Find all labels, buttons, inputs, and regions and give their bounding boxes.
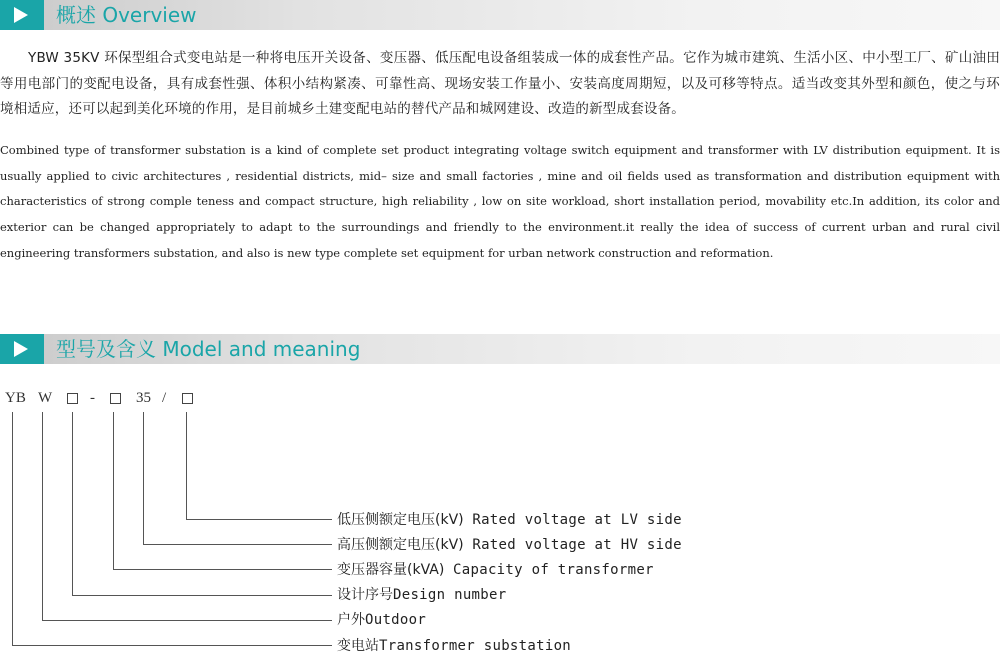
overview-chinese-paragraph: YBW 35KV 环保型组合式变电站是一种将电压开关设备、变压器、低压配电设备组装成一体的成套性产品。它作为城市建筑、生活小区、中小型工厂、矿山油田等用电部门的变配电设备，具有成套性强、体积小结构紧凑、可靠性高、现场安装工作量小、安装高度周期短，以及可移等特点。适当改变其外型和颜色，使之与环境相适应，还可以起到美化环境的作用，是目前城乡土建变配电站的替代产品和城网建设、改造的新型成套设备。 <box>0 50 1000 117</box>
code-dash: - <box>90 390 95 406</box>
legend-lv-voltage: 低压侧额定电压(kV) Rated voltage at LV side <box>337 512 682 528</box>
code-yb: YB <box>5 390 26 406</box>
legend-substation: 变电站Transformer substation <box>337 638 572 654</box>
legend-capacity: 变压器容量(kVA) Capacity of transformer <box>337 562 654 578</box>
code-w: W <box>38 390 53 406</box>
overview-english-paragraph: Combined type of transformer substation is a kind of complete set product integrating voltage switch equipment and transformer with LV distribution equipment. It is usually applied to civic architectures , residential districts, mid– size and small factories , mine and oil fields used as transformation and distribution equipment with characteristics of strong comple teness and compact structure, high reliability , low on site workload, short installation period, movability etc.In addition, its color and exterior can be changed appropriately to adapt to the surroundings and friendly to the environment.it really the idea of success of current urban and rural civil engineering transformers substation, and also is new type complete set equipment for urban network construction and reformation. <box>0 143 1000 260</box>
legend-hv-voltage: 高压侧额定电压(kV) Rated voltage at HV side <box>337 537 682 553</box>
legend-outdoor: 户外Outdoor <box>337 612 427 628</box>
model-title: 型号及含义 Model and meaning <box>56 337 361 361</box>
legend-design-number: 设计序号Design number <box>337 587 507 603</box>
overview-title: 概述 Overview <box>56 3 197 27</box>
code-35: 35 <box>136 390 151 406</box>
code-slash: / <box>162 390 167 406</box>
